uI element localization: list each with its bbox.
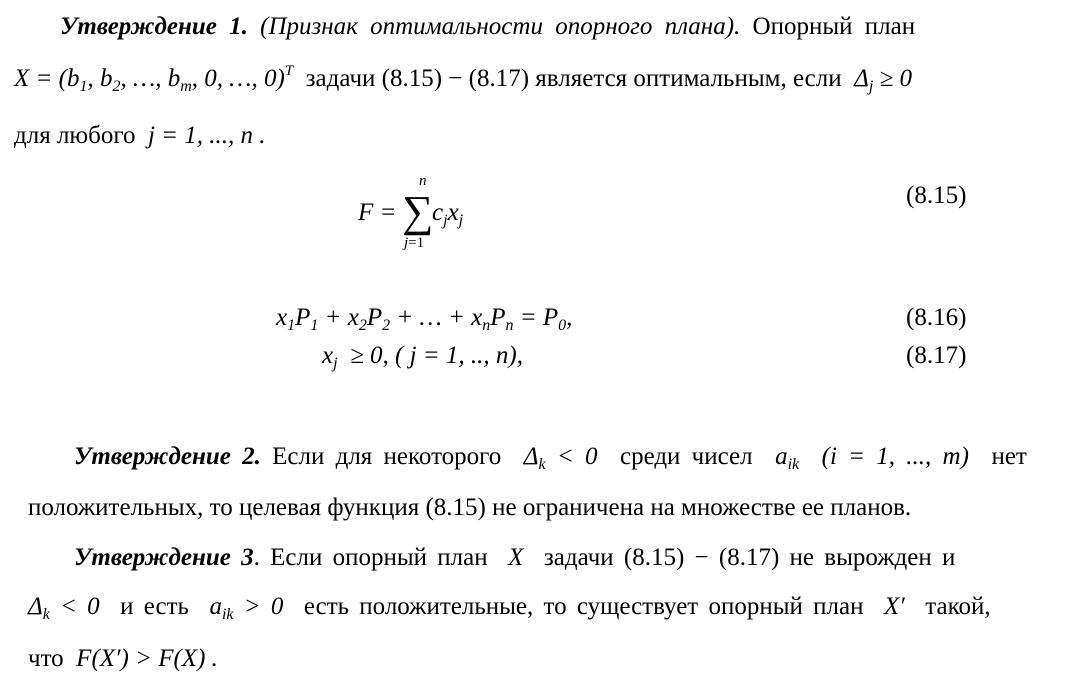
eq3-var: x bbox=[322, 342, 334, 369]
statement3-text-a: . Если опорный план bbox=[253, 544, 488, 571]
statement2-range: (i = 1, ..., m) bbox=[821, 443, 969, 470]
statement1-line3 bbox=[14, 123, 266, 148]
plan-vector-rest: , …, b bbox=[120, 65, 181, 92]
statement2-text-a: Если для некоторого bbox=[272, 443, 502, 470]
statement3-text-e: такой, bbox=[925, 593, 991, 620]
delta-j: $\Delta_j \ge 0$ bbox=[854, 65, 912, 95]
statement1-subtitle: (Признак оптимальности опорного плана). bbox=[260, 13, 741, 40]
statement2-text-c: нет bbox=[991, 443, 1027, 470]
delta-k: $\Delta_k < 0$ bbox=[523, 443, 598, 473]
a-ik-2: $a_{ik} > 0$ bbox=[209, 593, 284, 623]
statement1-title: Утверждение 1. bbox=[60, 13, 248, 40]
equation-8-16: $x_1P_1 + x_2P_2$ + … + $x_nP_n = P_0$, bbox=[276, 304, 573, 334]
sum-upper-limit: n bbox=[419, 173, 427, 189]
objective-inequality: F(X′) > F(X) . bbox=[76, 645, 218, 672]
a-ik: $a_{ik}$ bbox=[775, 443, 800, 473]
statement2-text-b: среди чисел bbox=[619, 443, 753, 470]
plan-vector-tail: , 0, …, 0) bbox=[191, 65, 285, 92]
statement3-text-c: и есть bbox=[120, 593, 189, 620]
index-range: j = 1, ..., n . bbox=[147, 122, 266, 149]
statement1-line2 bbox=[14, 63, 912, 95]
statement2-line1 bbox=[74, 443, 1027, 473]
eq1-lhs: F = bbox=[358, 199, 397, 226]
statement3-line3 bbox=[28, 646, 218, 671]
sum-lower-limit: j=1 bbox=[404, 235, 425, 251]
eq-number-8-17: (8.17) bbox=[906, 342, 967, 369]
statement2-text-d: положительных, то целевая функция (8.15) не ограничена на множестве ее планов. bbox=[28, 494, 912, 521]
statement3-line1 bbox=[74, 545, 955, 570]
equation-8-17: $x_j \ge 0$, ( j = 1, .., n), bbox=[322, 342, 523, 372]
statement1-line1 bbox=[60, 14, 915, 39]
plan-vector: $X = (b_1$, $b_2$, …, $b_m$, 0, …, 0)$^T$ bbox=[14, 63, 294, 95]
plan-x-prime: X′ bbox=[884, 593, 905, 620]
delta-k-cond: < 0 bbox=[556, 443, 598, 470]
statement1-text-b: задачи (8.15) − (8.17) является оптимальным, если bbox=[305, 65, 842, 92]
eq3-rest: ≥ 0, ( j = 1, .., n), bbox=[350, 342, 523, 369]
delta-symbol: Δ bbox=[854, 65, 869, 92]
delta-relation: ≥ 0 bbox=[879, 65, 912, 92]
equation-8-15 bbox=[358, 200, 396, 225]
statement1-text-c: для любого bbox=[14, 122, 136, 149]
delta-k-2-cond: < 0 bbox=[60, 593, 100, 620]
statement3-text-d: есть положительные, то существует опорный план bbox=[303, 593, 864, 620]
statement1-text-a: Опорный план bbox=[752, 13, 916, 40]
eq-number-8-16: (8.16) bbox=[906, 304, 967, 331]
transpose-mark: T bbox=[284, 63, 294, 79]
statement3-line2 bbox=[28, 593, 991, 623]
statement3-text-b: задачи (8.15) − (8.17) не вырожден и bbox=[543, 544, 956, 571]
a-ik-2-cond: > 0 bbox=[243, 593, 284, 620]
plan-x: X bbox=[508, 544, 524, 571]
statement3-text-f: что bbox=[28, 645, 64, 672]
plan-vector-head: X = (b bbox=[14, 65, 80, 92]
statement2-title: Утверждение 2. bbox=[74, 443, 261, 470]
sigma-glyph: ∑ bbox=[402, 187, 434, 236]
eq-number-8-15: (8.15) bbox=[906, 182, 967, 209]
statement2-line2 bbox=[28, 495, 911, 520]
eq1-coeff: c bbox=[432, 199, 444, 226]
statement3-title: Утверждение 3 bbox=[74, 544, 254, 571]
delta-k-2: $\Delta_k < 0$ bbox=[28, 593, 100, 623]
eq1-body: $c_jx_j$ bbox=[432, 199, 464, 229]
